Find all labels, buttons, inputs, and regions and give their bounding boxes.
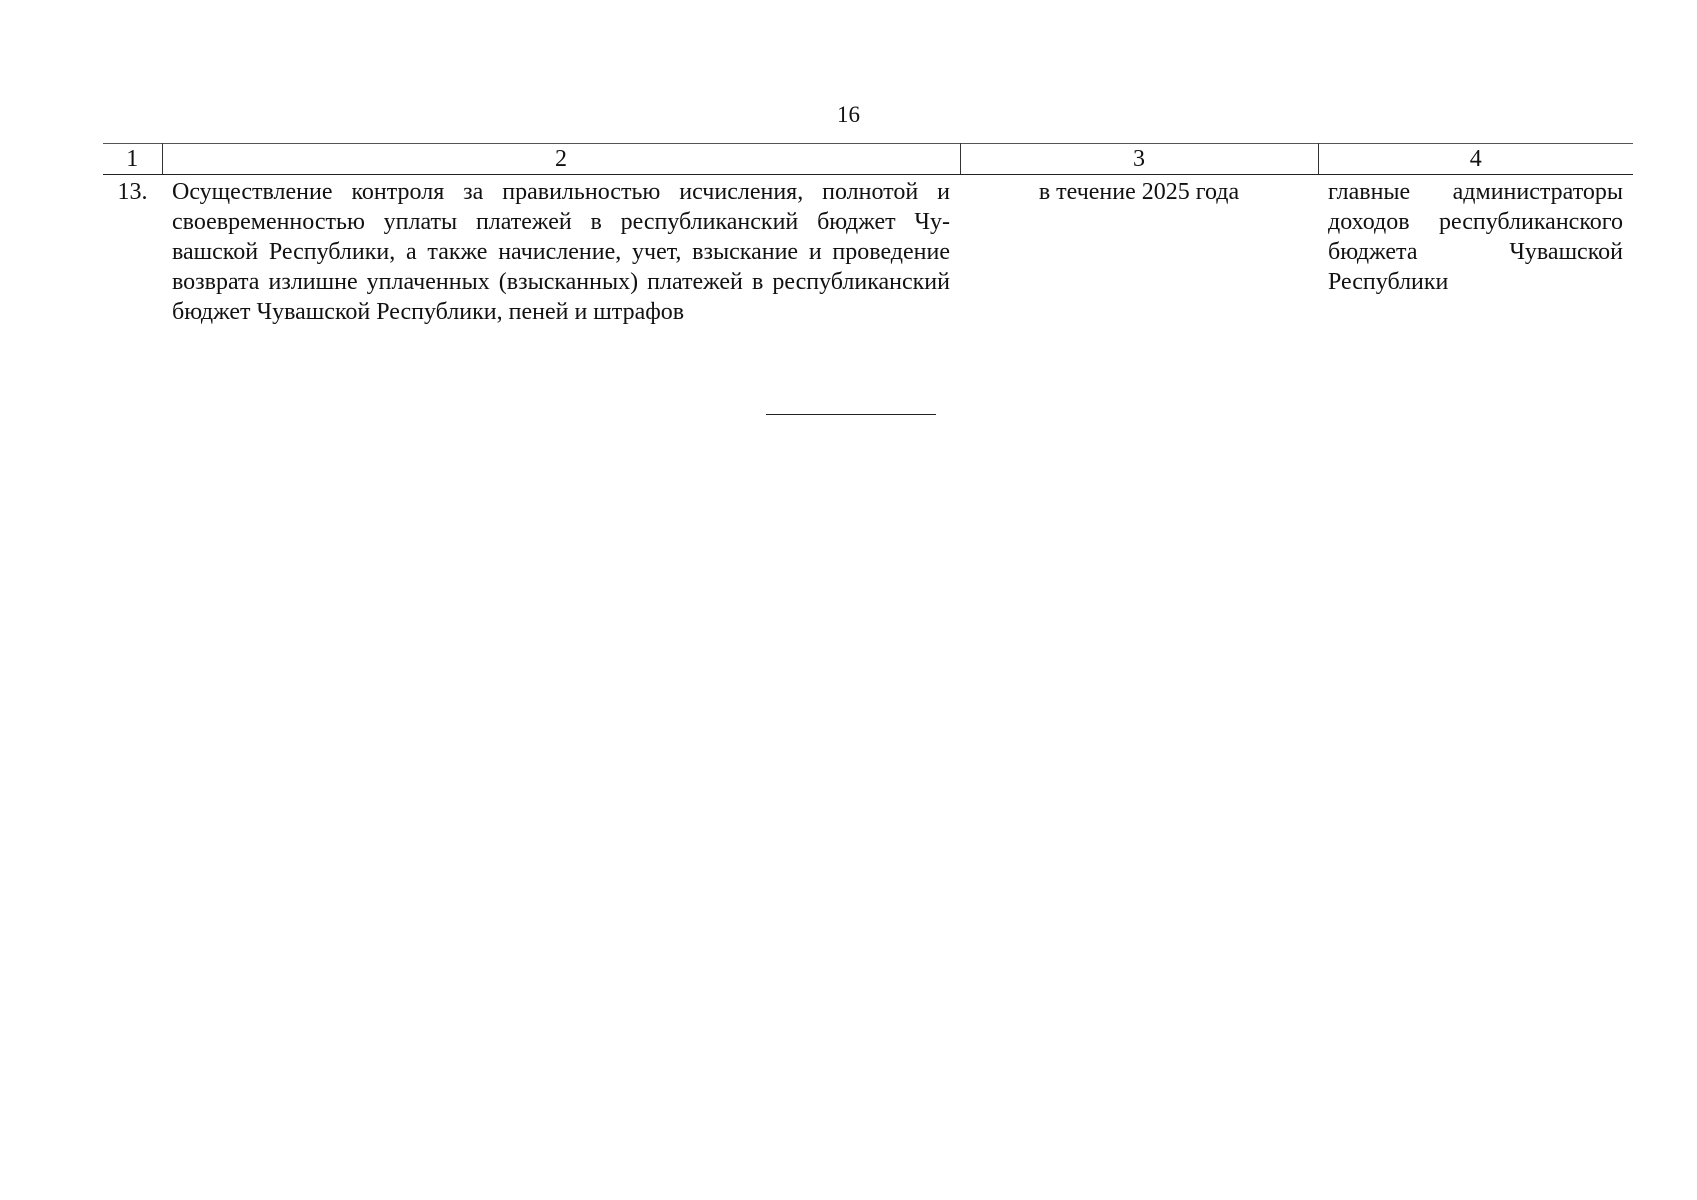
- plan-table: [103, 143, 1633, 327]
- table-row: [103, 175, 1633, 328]
- page-number: 16: [837, 102, 860, 127]
- row-number: 13.: [117, 179, 148, 205]
- column-header-2: 2: [162, 144, 960, 175]
- row-responsible: главные администраторы доходов республиканского бюджета Чувашской Республики: [1328, 179, 1623, 295]
- row-description: Осуществление контроля за правильностью исчисления, полнотой и своевременностью уплаты платежей в республиканский бюджет Чувашской Республики, а также начисление, учет, взыскание и проведение возврата излишне уплаченных (взысканных) платежей в республиканский бюджет Чувашской Республики, пеней и штрафов: [172, 179, 950, 325]
- table-body: [103, 175, 1633, 328]
- column-header-3: 3: [960, 144, 1318, 175]
- table-header-row: [103, 144, 1633, 175]
- column-header-1: 1: [103, 144, 162, 175]
- column-header-4: 4: [1318, 144, 1633, 175]
- row-term: в течение 2025 года: [1038, 179, 1240, 205]
- table-header: [103, 144, 1633, 175]
- end-divider: [766, 414, 936, 415]
